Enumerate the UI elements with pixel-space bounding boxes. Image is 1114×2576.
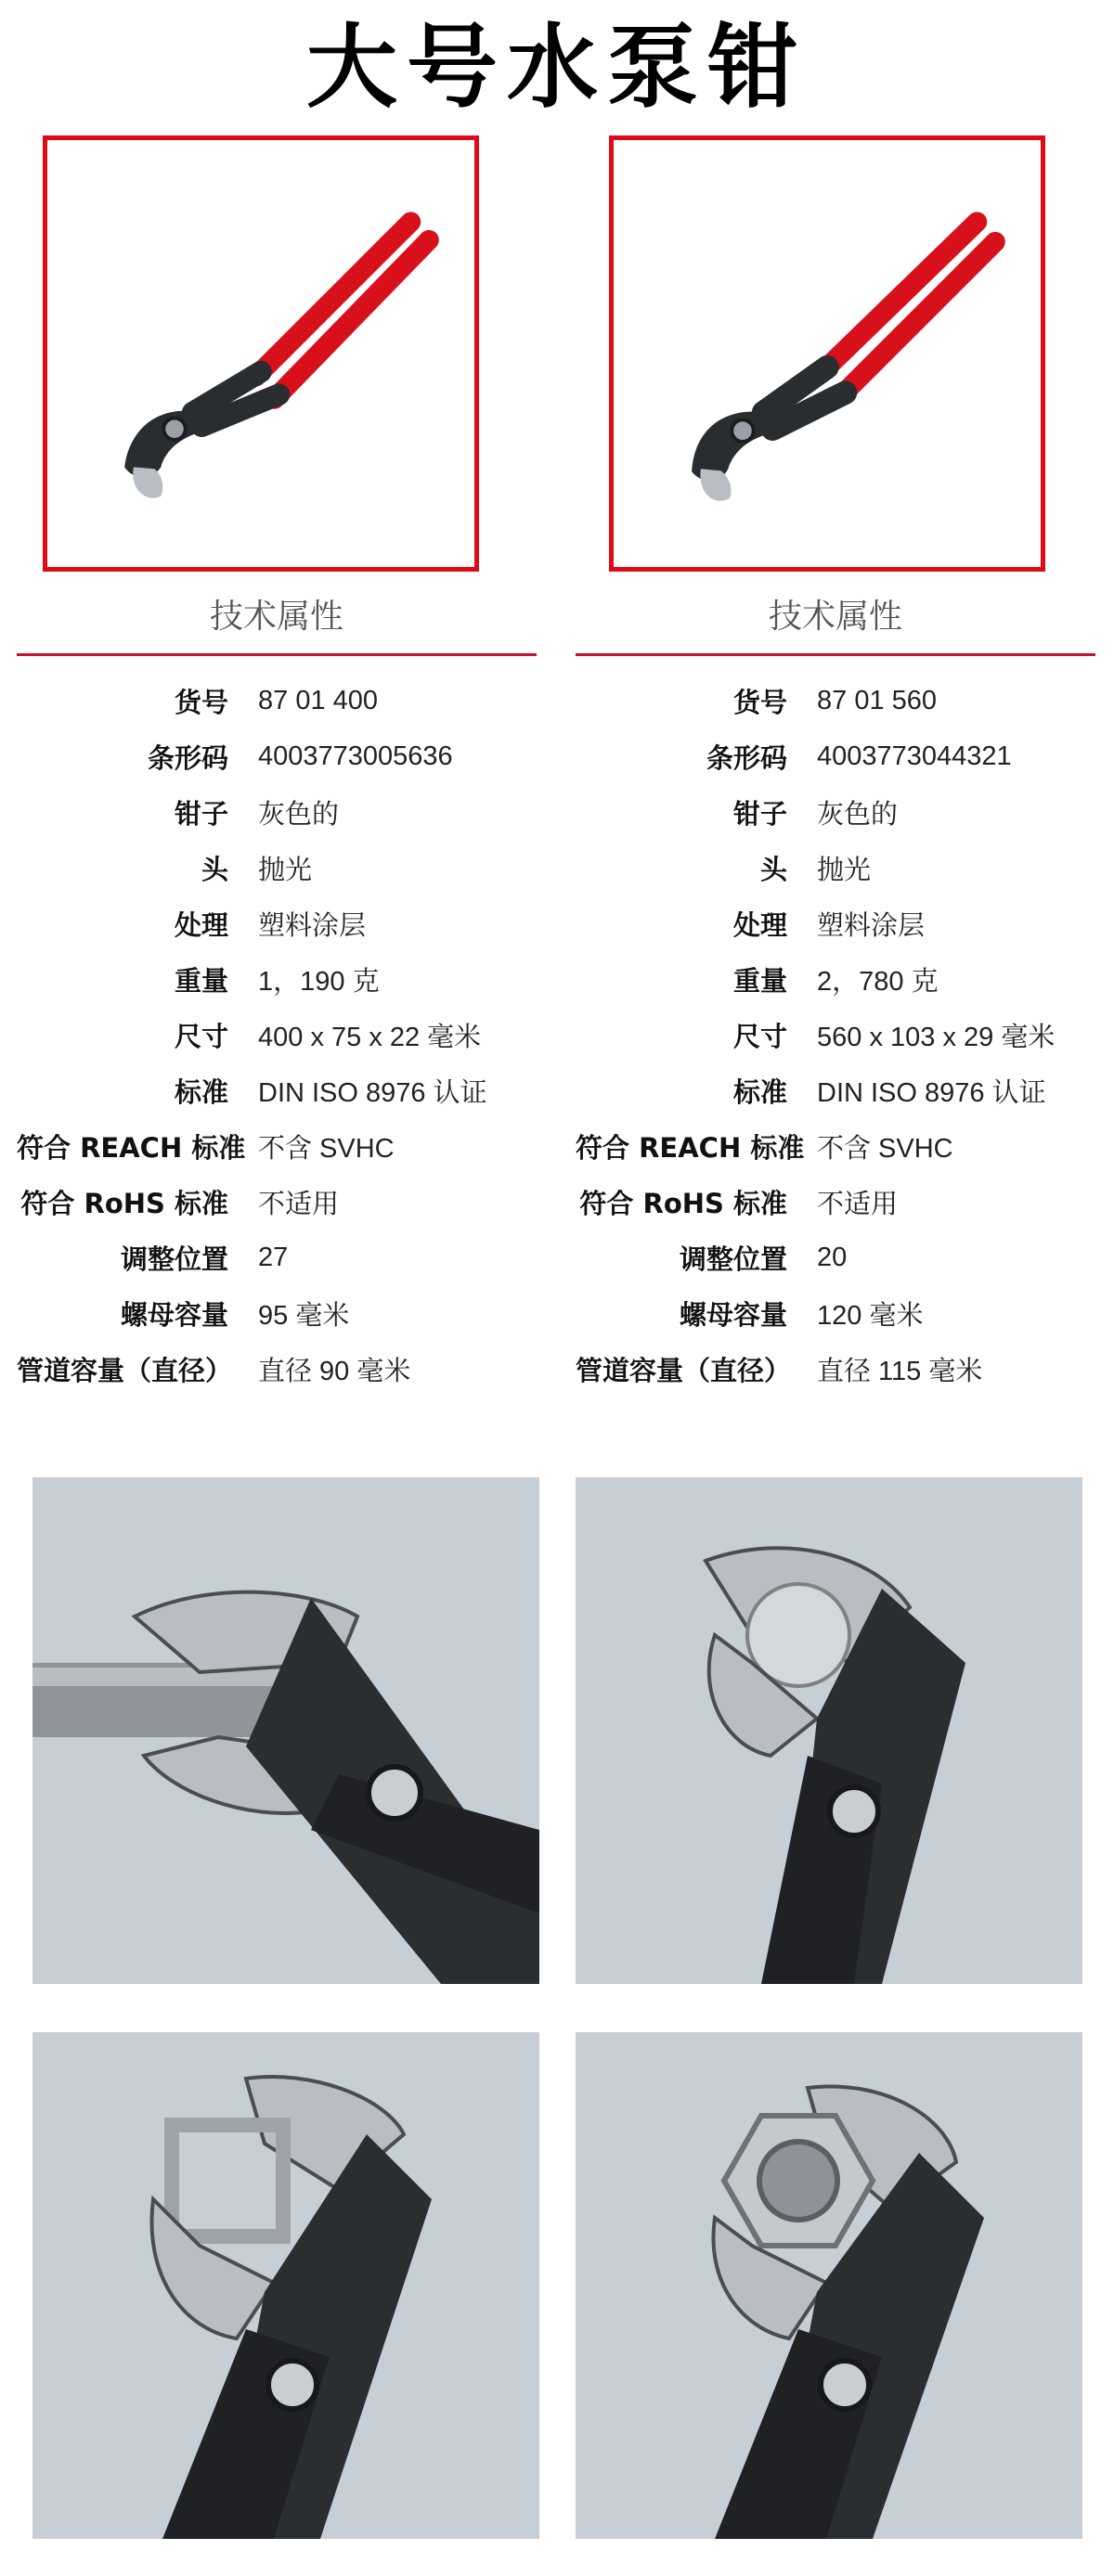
- spec-label: 符合 REACH 标准: [17, 1131, 246, 1164]
- spec-label: 头: [201, 853, 228, 885]
- spec-value: 抛光: [817, 855, 872, 885]
- spec-row: [17, 1118, 537, 1174]
- section-divider: [17, 653, 537, 656]
- spec-row: [576, 1007, 1095, 1063]
- pliers-product-image: [47, 140, 474, 567]
- spec-row: [576, 784, 1095, 840]
- spec-row: [576, 895, 1095, 951]
- spec-value: 不适用: [817, 1189, 899, 1219]
- spec-row: [576, 951, 1095, 1007]
- spec-value: 20: [817, 1242, 848, 1272]
- spec-label: 调整位置: [679, 1243, 787, 1275]
- spec-value: 直径 115 毫米: [817, 1356, 983, 1386]
- spec-value: DIN ISO 8976 认证: [258, 1077, 487, 1108]
- spec-row: [576, 673, 1095, 728]
- section-header: 技术属性: [209, 598, 343, 636]
- spec-label: 处理: [732, 908, 787, 941]
- spec-row: [17, 895, 537, 951]
- spec-label: 钳子: [174, 797, 228, 830]
- spec-value: DIN ISO 8976 认证: [817, 1077, 1046, 1108]
- spec-label: 螺母容量: [679, 1298, 787, 1331]
- pliers-gripping-round-bar-photo: [576, 1477, 1082, 1984]
- spec-row: [17, 951, 537, 1007]
- spec-row: [576, 1174, 1095, 1230]
- spec-value: 直径 90 毫米: [258, 1356, 411, 1386]
- spec-label: 重量: [174, 964, 228, 997]
- spec-column-560: [576, 585, 1095, 1397]
- spec-label: 符合 RoHS 标准: [20, 1187, 228, 1219]
- spec-row: [17, 1285, 537, 1341]
- spec-row: [17, 673, 537, 728]
- pliers-gripping-square-tube-photo: [32, 2032, 539, 2539]
- spec-value: 塑料涂层: [817, 910, 926, 941]
- usage-photo-flat-bar[interactable]: [32, 1477, 539, 1984]
- spec-row: [576, 1063, 1095, 1118]
- spec-label: 货号: [732, 686, 787, 718]
- spec-value: 400 x 75 x 22 毫米: [258, 1022, 482, 1052]
- spec-row: [17, 1007, 537, 1063]
- spec-value: 27: [258, 1242, 289, 1272]
- spec-label: 标准: [174, 1075, 228, 1108]
- spec-row: [17, 840, 537, 895]
- spec-value: 4003773044321: [817, 741, 1012, 771]
- spec-label: 尺寸: [732, 1020, 787, 1052]
- spec-value: 不含 SVHC: [258, 1133, 395, 1164]
- product-image-400[interactable]: [43, 135, 479, 572]
- spec-value: 不含 SVHC: [817, 1133, 953, 1164]
- spec-row: [576, 1230, 1095, 1285]
- spec-row: [17, 784, 537, 840]
- spec-label: 调整位置: [120, 1243, 228, 1275]
- spec-value: 灰色的: [258, 799, 340, 830]
- spec-row: [576, 1118, 1095, 1174]
- spec-label: 处理: [174, 908, 228, 941]
- spec-row: [17, 728, 537, 784]
- spec-value: 2，780 克: [817, 966, 939, 997]
- spec-value: 塑料涂层: [258, 910, 367, 941]
- pliers-gripping-hex-nut-photo: [576, 2032, 1082, 2539]
- spec-row: [17, 1341, 537, 1397]
- usage-photo-square-tube[interactable]: [32, 2032, 539, 2539]
- spec-row: [576, 1285, 1095, 1341]
- spec-value: 灰色的: [817, 799, 899, 830]
- spec-row: [17, 1174, 537, 1230]
- spec-value: 87 01 560: [817, 685, 938, 715]
- spec-label: 钳子: [732, 797, 787, 830]
- spec-label: 管道容量（直径）: [576, 1354, 792, 1386]
- spec-value: 560 x 103 x 29 毫米: [817, 1022, 1056, 1052]
- spec-row: [576, 728, 1095, 784]
- spec-value: 87 01 400: [258, 685, 379, 715]
- spec-row: [17, 1230, 537, 1285]
- spec-value: 不适用: [258, 1189, 340, 1219]
- spec-value: 120 毫米: [817, 1300, 924, 1331]
- usage-photo-hex-nut[interactable]: [576, 2032, 1082, 2539]
- product-image-560[interactable]: [609, 135, 1045, 572]
- spec-value: 抛光: [258, 855, 313, 885]
- spec-label: 螺母容量: [120, 1298, 228, 1331]
- spec-label: 尺寸: [174, 1020, 228, 1052]
- section-header: 技术属性: [768, 598, 902, 636]
- spec-column-400: [17, 585, 537, 1397]
- usage-photo-round-bar[interactable]: [576, 1477, 1082, 1984]
- spec-value: 4003773005636: [258, 741, 453, 771]
- pliers-product-image: [614, 140, 1041, 567]
- spec-row: [576, 1341, 1095, 1397]
- spec-label: 头: [759, 853, 787, 885]
- spec-label: 符合 RoHS 标准: [579, 1187, 787, 1219]
- spec-label: 条形码: [147, 741, 228, 774]
- spec-value: 1，190 克: [258, 966, 380, 997]
- section-divider: [576, 653, 1095, 656]
- pliers-gripping-bar-photo: [32, 1477, 539, 1984]
- spec-value: 95 毫米: [258, 1300, 350, 1331]
- spec-label: 管道容量（直径）: [17, 1354, 233, 1386]
- page-title: 大号水泵钳: [305, 14, 808, 121]
- spec-label: 符合 REACH 标准: [576, 1131, 805, 1164]
- spec-label: 标准: [732, 1075, 787, 1108]
- spec-row: [17, 1063, 537, 1118]
- spec-label: 条形码: [706, 741, 787, 774]
- spec-label: 货号: [174, 686, 228, 718]
- spec-row: [576, 840, 1095, 895]
- spec-label: 重量: [732, 964, 787, 997]
